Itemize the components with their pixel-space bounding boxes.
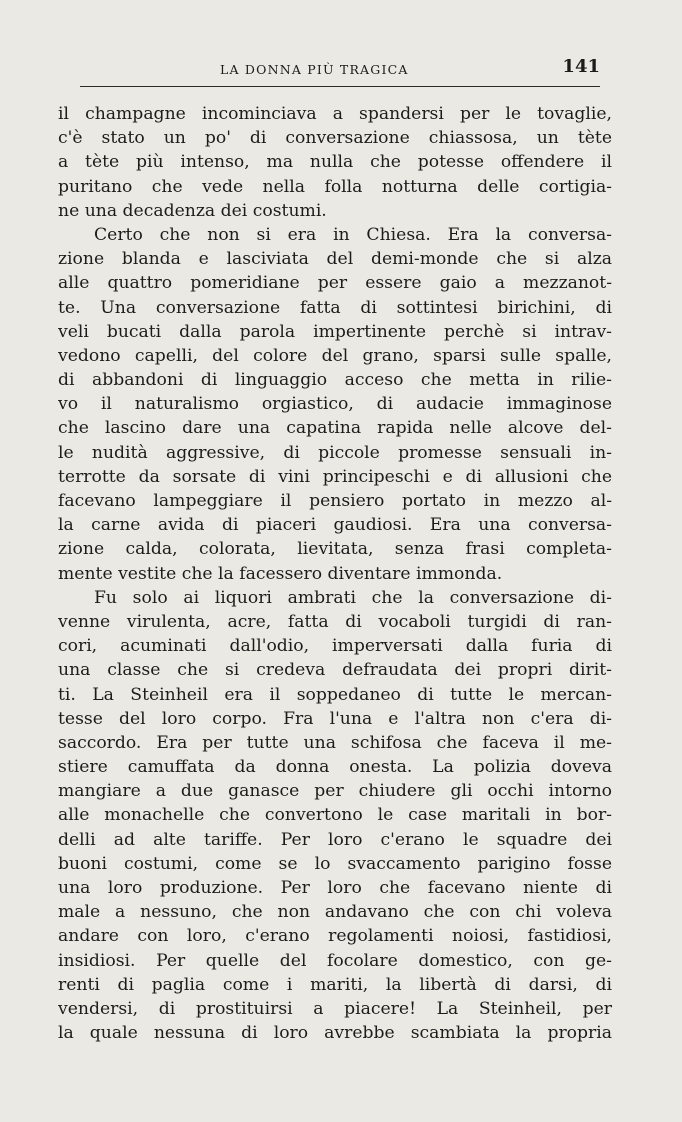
text-line: vo il naturalismo orgiastico, di audacie immaginose xyxy=(58,394,612,415)
text-line: c'è stato un po' di conversazione chiassosa, un tète xyxy=(58,128,612,149)
page-number: 141 xyxy=(562,56,600,77)
text-line: andare con loro, c'erano regolamenti noiosi, fastidiosi, xyxy=(58,926,612,947)
text-line: una classe che si credeva defraudata dei propri dirit- xyxy=(58,660,612,681)
text-line: stiere camuffata da donna onesta. La polizia doveva xyxy=(58,757,612,778)
text-line: terrotte da sorsate di vini principeschi e di allusioni che xyxy=(58,466,612,487)
text-line: ne una decadenza dei costumi. xyxy=(58,200,327,221)
text-line: Certo che non si era in Chiesa. Era la conversa- xyxy=(94,224,612,245)
running-title: LA DONNA PIÙ TRAGICA xyxy=(220,62,409,77)
text-line: ti. La Steinheil era il soppedaneo di tutte le mercan- xyxy=(58,684,612,705)
text-line: che lascino dare una capatina rapida nelle alcove del- xyxy=(58,418,612,439)
paragraph xyxy=(58,223,612,586)
text-line: vendersi, di prostituirsi a piacere! La Steinheil, per xyxy=(58,998,612,1019)
text-line: insidiosi. Per quelle del focolare domestico, con ge- xyxy=(58,950,612,971)
text-line: la quale nessuna di loro avrebbe scambiata la propria xyxy=(58,1023,612,1044)
text-line: di abbandoni di linguaggio acceso che metta in rilie- xyxy=(58,370,612,391)
text-line: male a nessuno, che non andavano che con chi voleva xyxy=(58,902,612,923)
text-line: zione blanda e lasciviata del demi-monde che si alza xyxy=(58,249,612,270)
text-line: mente vestite che la facessero diventare immonda. xyxy=(58,563,503,584)
text-line: le nudità aggressive, di piccole promesse sensuali in- xyxy=(58,442,612,463)
text-line: vedono capelli, del colore del grano, sparsi sulle spalle, xyxy=(58,345,612,366)
text-line: venne virulenta, acre, fatta di vocaboli turgidi di ran- xyxy=(58,611,612,632)
text-line: una loro produzione. Per loro che facevano niente di xyxy=(58,878,612,898)
text-line: tesse del loro corpo. Fra l'una e l'altra non c'era di- xyxy=(58,708,612,729)
text-line: cori, acuminati dall'odio, imperversati dalla furia di xyxy=(58,636,612,657)
text-line: mangiare a due ganasce per chiudere gli occhi intorno xyxy=(58,781,612,802)
text-line: il champagne incominciava a spandersi per le tovaglie, xyxy=(58,104,612,124)
text-line: veli bucati dalla parola impertinente perchè si intrav- xyxy=(58,321,612,342)
text-line: a tète più intenso, ma nulla che potesse offendere il xyxy=(58,152,612,173)
text-line: te. Una conversazione fatta di sottintesi birichini, di xyxy=(58,297,612,318)
text-line: puritano che vede nella folla notturna delle cortigia- xyxy=(58,176,612,197)
text-line: zione calda, colorata, lievitata, senza frasi completa- xyxy=(58,539,612,560)
paragraph xyxy=(58,102,612,223)
text-line: renti di paglia come i mariti, la libertà di darsi, di xyxy=(58,974,612,995)
text-line: facevano lampeggiare il pensiero portato in mezzo al- xyxy=(58,491,612,511)
text-line: alle quattro pomeridiane per essere gaio a mezzanot- xyxy=(58,273,612,294)
text-line: delli ad alte tariffe. Per loro c'erano le squadre dei xyxy=(58,829,612,850)
text-line: la carne avida di piaceri gaudiosi. Era una conversa- xyxy=(58,515,612,536)
text-line: saccordo. Era per tutte una schifosa che faceva il me- xyxy=(58,732,612,753)
text-line: Fu solo ai liquori ambrati che la conversazione di- xyxy=(94,587,612,608)
text-line: alle monachelle che convertono le case maritali in bor- xyxy=(58,805,612,826)
text-line: buoni costumi, come se lo svaccamento parigino fosse xyxy=(58,853,612,874)
paragraph xyxy=(58,586,612,1046)
page-header xyxy=(80,56,602,82)
body-text xyxy=(58,102,612,1045)
header-divider xyxy=(80,86,600,87)
